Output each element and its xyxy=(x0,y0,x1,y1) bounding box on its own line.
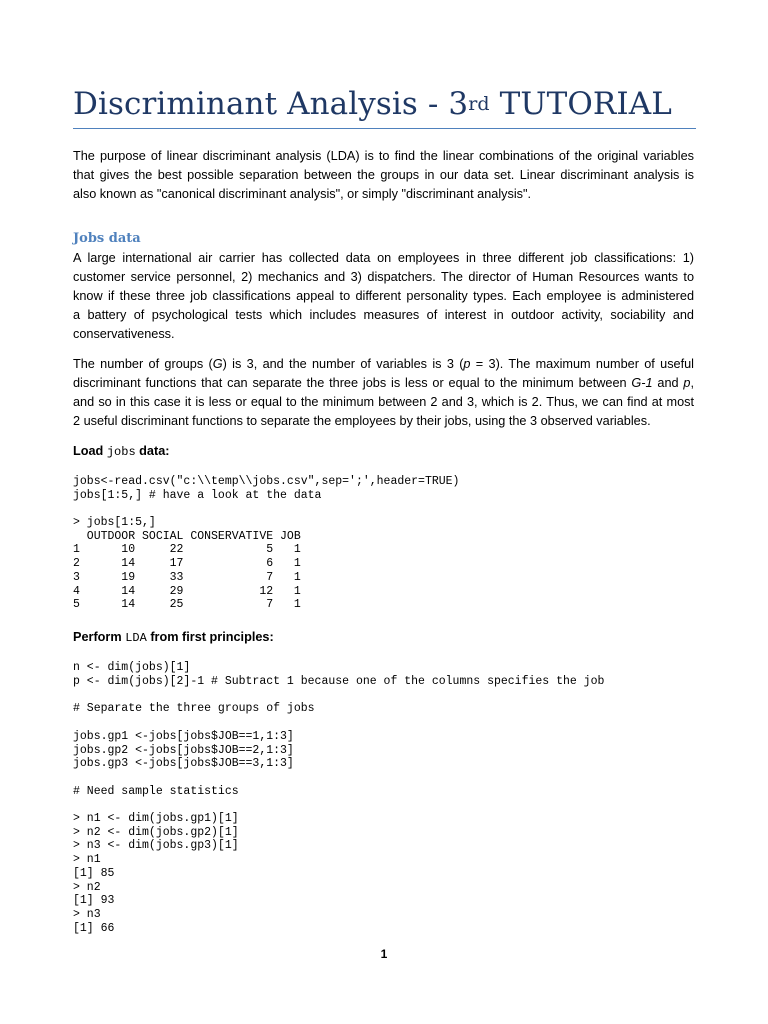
jobs-line: conservativeness. xyxy=(73,327,175,341)
text-run: discriminant functions that can separate the three jobs is less or equal to the minimum between xyxy=(73,376,632,390)
intro-paragraph xyxy=(73,147,694,204)
text-run: ) is 3, and the number of variables is 3 ( xyxy=(222,357,464,371)
groups-line-4: 2 useful discriminant functions to separate the employees by their jobs, using the 3 observed variables. xyxy=(73,414,651,428)
section-heading-jobs-data: Jobs data xyxy=(73,231,141,246)
groups-paragraph xyxy=(73,355,694,431)
symbol-g-minus-1: G-1 xyxy=(631,376,653,390)
load-data-label xyxy=(73,444,170,459)
symbol-p: p xyxy=(683,376,691,390)
code-groups: jobs.gp1 <-jobs[jobs$JOB==1,1:3] jobs.gp2 <-jobs[jobs$JOB==2,1:3] jobs.gp3 <-jobs[jobs$JOB==3,1:3] xyxy=(73,730,294,771)
jobs-line: A large international air carrier has collected data on employees in three different job classifications: 1) xyxy=(73,251,694,265)
perform-lda-label xyxy=(73,630,274,645)
intro-line: also known as "canonical discriminant analysis", or simply "discriminant analysis". xyxy=(73,187,532,201)
intro-line: The purpose of linear discriminant analysis (LDA) is to find the linear combinations of the original variables xyxy=(73,149,694,163)
symbol-g: G xyxy=(212,357,223,371)
text-run: = 3). The maximum number of useful xyxy=(470,357,694,371)
label-code: jobs xyxy=(106,445,136,459)
jobs-line: know if these three job classifications appeal to different personality types. Each employee is administered xyxy=(73,289,694,303)
label-text: Load xyxy=(73,444,107,458)
title-suffix: TUTORIAL xyxy=(489,86,672,122)
jobs-line: a battery of psychological tests which includes measures of interest in outdoor activity, sociability and xyxy=(73,308,694,322)
groups-line-3: and so in this case it is less or equal to the minimum between 2 and 3, which is 2. Thus, we can find at most xyxy=(73,395,694,409)
groups-line-2 xyxy=(73,374,694,393)
title-superscript: rd xyxy=(468,93,490,115)
symbol-p: p xyxy=(463,357,471,371)
code-stats-comment: # Need sample statistics xyxy=(73,785,239,798)
text-run: and xyxy=(652,376,684,390)
code-load-data: jobs<-read.csv("c:\\temp\\jobs.csv",sep=';',header=TRUE) jobs[1:5,] # have a look at the data xyxy=(73,475,460,502)
text-run: The number of groups ( xyxy=(73,357,213,371)
code-jobs-head-output: > jobs[1:5,] OUTDOOR SOCIAL CONSERVATIVE JOB 1 10 22 5 1 2 14 17 6 1 3 19 33 7 1 4 14 29 12 1 5 14 25 7 1 xyxy=(73,516,301,612)
jobs-paragraph xyxy=(73,249,694,344)
text-run: , xyxy=(690,376,695,390)
code-n-p: n <- dim(jobs)[1] p <- dim(jobs)[2]-1 # Subtract 1 because one of the columns specifies the job xyxy=(73,661,605,688)
page-number: 1 xyxy=(380,947,388,961)
code-sample-stats: > n1 <- dim(jobs.gp1)[1] > n2 <- dim(jobs.gp2)[1] > n3 <- dim(jobs.gp3)[1] > n1 [1] 85 > n2 [1] 93 > n3 [1] 66 xyxy=(73,812,239,935)
document-title xyxy=(73,82,696,130)
title-prefix: Discriminant Analysis - 3 xyxy=(73,86,469,122)
jobs-line: customer service personnel, 2) mechanics and 3) dispatchers. The director of Human Resources wants to xyxy=(73,270,694,284)
label-text: from first principles: xyxy=(146,630,274,644)
intro-line: that gives the best possible separation between the groups in our data set. Linear discriminant analysis is xyxy=(73,168,694,182)
title-underline xyxy=(73,128,696,129)
label-text: data: xyxy=(135,444,170,458)
code-separate-comment: # Separate the three groups of jobs xyxy=(73,702,315,715)
groups-line-1 xyxy=(73,355,694,374)
label-code: LDA xyxy=(125,631,147,645)
label-text: Perform xyxy=(73,630,126,644)
